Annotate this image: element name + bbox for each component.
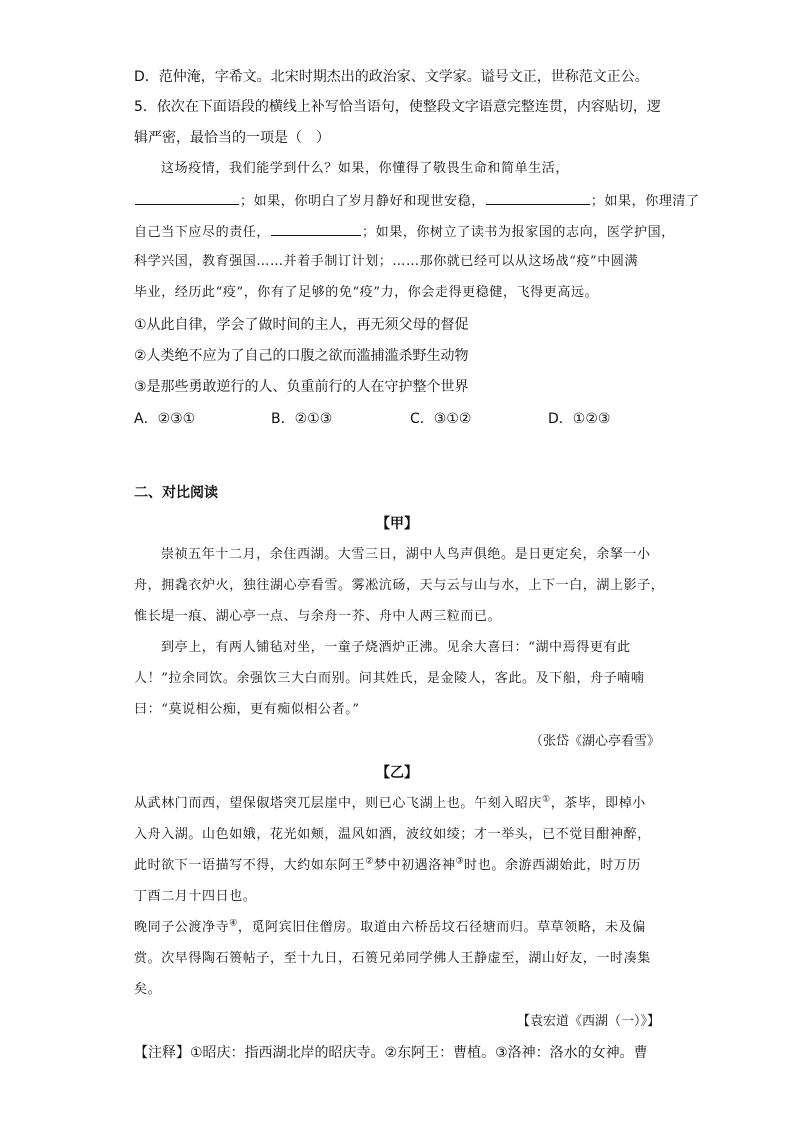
q5-paragraph-line3 <box>134 221 675 243</box>
jia-title: 【甲】 <box>376 516 418 532</box>
jia-p2-line1: 到亭上，有两人铺毡对坐，一童子烧酒炉正沸。见余大喜曰：“湖中焉得更有此 <box>161 640 631 655</box>
footnote-marker-1: ① <box>542 794 551 805</box>
yi-line4: 丁酉二月十四日也。 <box>134 889 257 904</box>
q5-item-1: ①从此自律，学会了做时间的主人，再无须父母的督促 <box>134 317 469 333</box>
jia-p2-line3: 曰：“莫说相公痴，更有痴似相公者。” <box>134 702 360 717</box>
jia-p1-line2: 舟，拥毳衣炉火，独往湖心亭看雪。雾凇沆砀，天与云与山与水，上下一白，湖上影子， <box>134 578 665 593</box>
section-heading: 二、对比阅读 <box>134 485 218 501</box>
q5-paragraph-line2-a: ；如果，你明白了岁月静好和现世安稳， <box>240 194 485 209</box>
q5-item-2: ②人类绝不应为了自己的口腹之欲而滥捕滥杀野生动物 <box>134 348 469 364</box>
yi-line1-a: 从武林门而西，望保俶塔突兀层崖中，则已心飞湖上也。午刻入昭庆 <box>134 796 543 811</box>
yi-source: 【袁宏道《西湖（一）》】 <box>516 1014 660 1029</box>
jia-source: （张岱《湖心亭看雪》 <box>529 734 660 749</box>
q5-option-d[interactable]: D．①②③ <box>548 411 611 427</box>
yi-line6: 赏。次早得陶石篑帖子，至十九日，石篑兄弟同学佛人王静虚至，湖山好友，一时凑集 <box>134 951 651 966</box>
q5-stem-line1: 5．依次在下面语段的横线上补写恰当语句，使整段文字语意完整连贯，内容贴切，逻 <box>134 99 661 115</box>
q5-item-3: ③是那些勇敢逆行的人、负重前行的人在守护整个世界 <box>134 379 469 395</box>
q5-option-b[interactable]: B．②①③ <box>271 411 333 427</box>
annotation-notes: 【注释】①昭庆：指西湖北岸的昭庆寺。②东阿王：曹植。③洛神：洛水的女神。曹 <box>134 1045 648 1061</box>
q5-paragraph-line4: 科学兴国，教育强国……并着手制订计划；……那你就已经可以从这场战“疫”中圆满 <box>134 254 639 269</box>
yi-title: 【乙】 <box>376 765 418 781</box>
jia-p1-line1: 崇祯五年十二月，余住西湖。大雪三日，湖中人鸟声俱绝。是日更定矣，余拏一小 <box>161 547 651 562</box>
yi-line3-c: 时也。余游西湖始此，时万历 <box>464 858 641 873</box>
answer-blank-1 <box>135 190 239 205</box>
q5-option-c[interactable]: C．③①② <box>410 411 472 427</box>
answer-blank-2 <box>486 190 590 205</box>
q5-paragraph-line2 <box>134 190 700 212</box>
q5-stem-line2: 辑严密，最恰当的一项是（ ） <box>134 130 330 146</box>
q5-paragraph-line5: 毕业，经历此“疫”，你有了足够的免“疫”力，你会走得更稳健，飞得更高远。 <box>134 285 599 300</box>
q5-paragraph-line2-b: ；如果，你理清了 <box>590 194 700 209</box>
yi-line1-b: ，茶毕，即棹小 <box>550 796 646 811</box>
q5-option-a[interactable]: A．②③① <box>134 411 196 427</box>
q5-paragraph-line3-b: ；如果，你树立了读书为报家国的志向，医学护国， <box>362 225 675 240</box>
yi-line3 <box>134 856 641 876</box>
yi-line7: 矣。 <box>134 982 162 997</box>
q5-paragraph-line1: 这场疫情，我们能学到什么？如果，你懂得了敬畏生命和简单生活， <box>161 161 570 176</box>
jia-p2-line2: 人！”拉余同饮。余强饮三大白而别。问其姓氏，是金陵人，客此。及下船，舟子喃喃 <box>134 671 645 686</box>
footnote-marker-3: ③ <box>455 856 465 867</box>
yi-line1 <box>134 794 646 814</box>
q4-option-d: D．范仲淹，字希文。北宋时期杰出的政治家、文学家。谥号文正，世称范文正公。 <box>134 69 649 85</box>
yi-line3-a: 此时欲下一语描写不得，大约如东阿王 <box>134 858 366 873</box>
q5-paragraph-line3-a: 自己当下应尽的责任， <box>134 225 271 240</box>
yi-line5-b: ，觅阿宾旧住僧房。取道由六桥岳坟石径塘而归。草草领略，未及偏 <box>237 920 646 935</box>
answer-blank-3 <box>271 221 361 236</box>
yi-line2: 入舟入湖。山色如娥，花光如颊，温风如酒，波纹如绫；才一举头，已不觉目酣神醉， <box>134 827 651 842</box>
yi-line5-a: 晚同子公渡净寺 <box>134 920 230 935</box>
footnote-marker-4: ④ <box>229 918 238 929</box>
footnote-marker-2: ② <box>365 856 374 867</box>
yi-line5 <box>134 918 646 938</box>
yi-line3-b: 梦中初遇洛神 <box>373 858 456 873</box>
jia-p1-line3: 惟长堤一痕、湖心亭一点、与余舟一芥、舟中人两三粒而已。 <box>134 609 502 624</box>
